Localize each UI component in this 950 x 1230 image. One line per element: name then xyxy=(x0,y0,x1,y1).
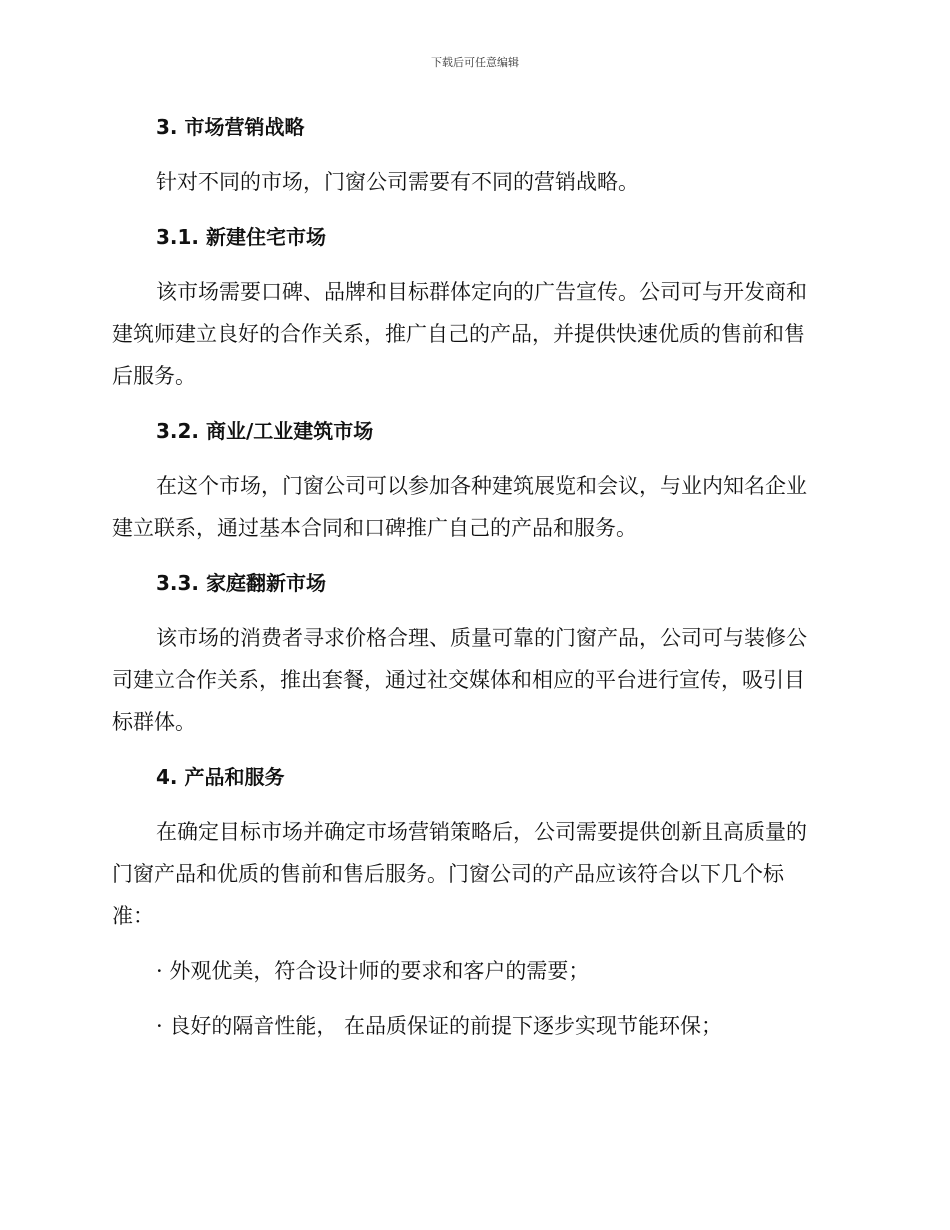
paragraph-line: 司建立合作关系，推出套餐，通过社交媒体和相应的平台进行宣传，吸引目 xyxy=(112,668,805,692)
paragraph-line: 准： xyxy=(112,904,154,928)
header-note: 下载后可任意编辑 xyxy=(431,56,519,69)
paragraph-line: 该市场需要口碑、品牌和目标群体定向的广告宣传。公司可与开发商和 xyxy=(156,280,807,304)
bullet-item: · 外观优美，符合设计师的要求和客户的需要； xyxy=(156,959,590,983)
paragraph-line: 在这个市场，门窗公司可以参加各种建筑展览和会议，与业内知名企业 xyxy=(156,474,807,498)
paragraph-line: 建筑师建立良好的合作关系，推广自己的产品，并提供快速优质的售前和售 xyxy=(112,322,805,346)
paragraph-line: 标群体。 xyxy=(112,710,196,734)
paragraph-line: 在确定目标市场并确定市场营销策略后，公司需要提供创新且高质量的 xyxy=(156,820,807,844)
section-3-1-title: 3.1. 新建住宅市场 xyxy=(156,225,326,249)
paragraph-line: 该市场的消费者寻求价格合理、质量可靠的门窗产品，公司可与装修公 xyxy=(156,626,807,650)
paragraph-line: 门窗产品和优质的售前和售后服务。门窗公司的产品应该符合以下几个标 xyxy=(112,862,784,886)
section-3-2-title: 3.2. 商业/工业建筑市场 xyxy=(156,419,374,443)
section-4-title: 4. 产品和服务 xyxy=(156,765,285,789)
section-3-3-title: 3.3. 家庭翻新市场 xyxy=(156,571,326,595)
section-3-intro: 针对不同的市场，门窗公司需要有不同的营销战略。 xyxy=(156,170,639,194)
paragraph-line: 建立联系，通过基本合同和口碑推广自己的产品和服务。 xyxy=(112,516,637,540)
section-3-title: 3. 市场营销战略 xyxy=(156,115,305,139)
bullet-item: · 良好的隔音性能， 在品质保证的前提下逐步实现节能环保； xyxy=(156,1014,723,1038)
paragraph-line: 后服务。 xyxy=(112,364,196,388)
